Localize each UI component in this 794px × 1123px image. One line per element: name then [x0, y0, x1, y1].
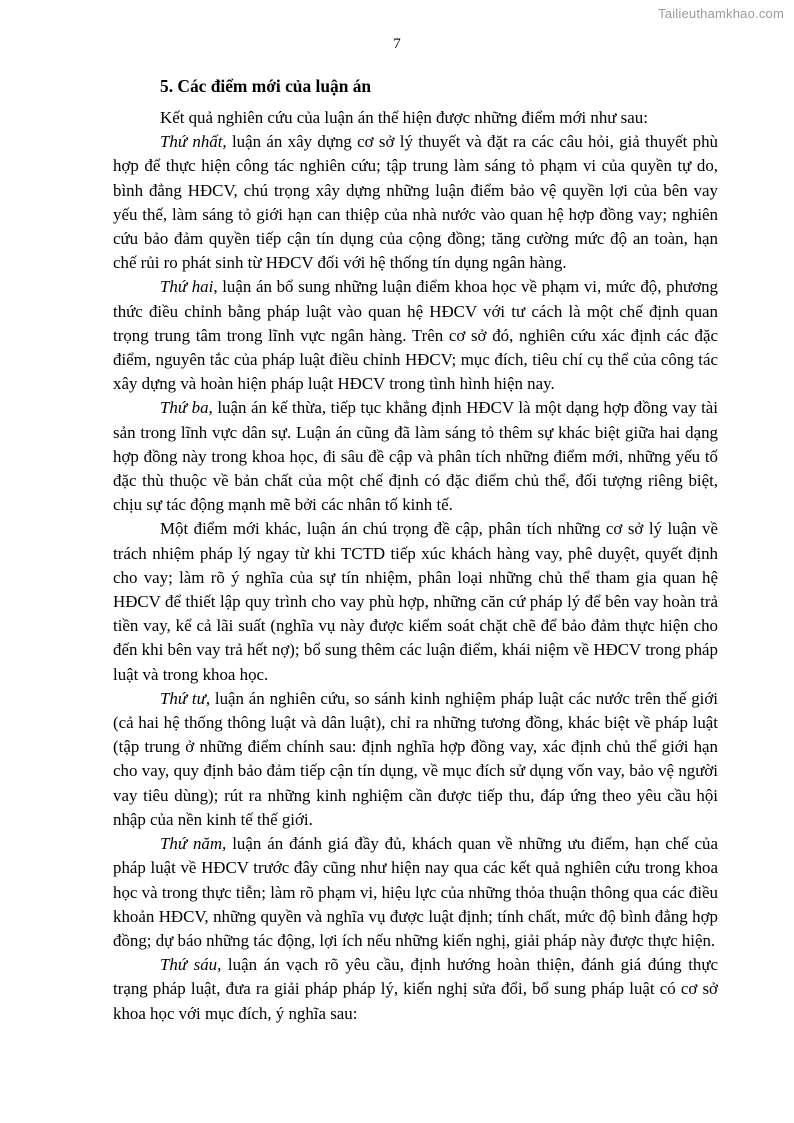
paragraph-lead: Thứ hai — [160, 277, 214, 297]
paragraph-fifth — [113, 832, 718, 953]
paragraph-text: luận án xây dựng cơ sở lý thuyết và đặt ra các câu hỏi, giả thuyết phù hợp để thực hiện công tác nghiên cứu; tập trung làm sáng tỏ phạm vi của quyền tự do, bình đẳng HĐCV, chú trọng xây dựng những luận điểm bảo vệ quyền lợi của bên vay yếu thế, làm sáng tỏ giới hạn can thiệp của nhà nước vào quan hệ hợp đồng vay; nghiên cứu bảo đảm quyền tiếp cận tín dụng của cộng đồng; tăng cường mức độ an toàn, hạn chế rủi ro phát sinh từ HĐCV đối với hệ thống tín dụng ngân hàng. — [113, 132, 718, 273]
paragraph-text: luận án kế thừa, tiếp tục khẳng định HĐCV là một dạng hợp đồng vay tài sản trong lĩnh vực dân sự. Luận án cũng đã làm sáng tỏ thêm sự khác biệt giữa hai dạng hợp đồng này trong khoa học, đi sâu đề cập và phân tích những điểm mới, những yếu tố đặc thù thuộc về bản chất của một chế định có đặc điểm chủ thể, đối tượng riêng biệt, chịu sự tác động mạnh mẽ bởi các nhân tố kinh tế. — [113, 398, 718, 515]
paragraph-other — [113, 517, 718, 686]
paragraph-lead: Thứ sáu, — [160, 955, 222, 975]
paragraph-text: , luận án nghiên cứu, so sánh kinh nghiệm pháp luật các nước trên thế giới (cả hai hệ thống thông luật và dân luật), chỉ ra những tương đồng, khác biệt về pháp luật (tập trung ở những điểm chính sau: định nghĩa hợp đồng vay, xác định chủ thể giới hạn cho vay, quy định bảo đảm tiếp cận tín dụng, về mục đích sử dụng vốn vay, bảo vệ người vay tiêu dùng); rút ra những kinh nghiệm cần được tiếp thu, đáp ứng theo yêu cầu hội nhập của nền kinh tế thế giới. — [113, 688, 718, 829]
page-number: 7 — [393, 36, 401, 52]
watermark: Tailieuthamkhao.com — [658, 6, 784, 21]
paragraph-sixth — [113, 953, 718, 1026]
document-body — [113, 72, 718, 1026]
paragraph-text: Một điểm mới khác, luận án chú trọng đề cập, phân tích những cơ sở lý luận về trách nhiệm pháp lý ngay từ khi TCTD tiếp xúc khách hàng vay, phê duyệt, quyết định cho vay; làm rõ ý nghĩa của sự tín nhiệm, phân loại những chủ thể tham gia quan hệ HĐCV để thiết lập quy trình cho vay phù hợp, những căn cứ pháp lý để bên vay hoàn trả tiền vay, kể cả lãi suất (nghĩa vụ này được kiểm soát chặt chẽ để bảo đảm thực hiện cho đến khi bên vay trả hết nợ); bổ sung thêm các luận điểm, khái niệm về HĐCV trong pháp luật và trong khoa học. — [113, 519, 718, 684]
paragraph-lead: Thứ năm, — [160, 834, 227, 854]
paragraph-second — [113, 275, 718, 396]
paragraph-text: luận án đánh giá đầy đủ, khách quan về những ưu điểm, hạn chế của pháp luật về HĐCV trước đây cũng như hiện nay qua các kết quả nghiên cứu trong khoa học và trong thực tiễn; làm rõ phạm vi, hiệu lực của những thỏa thuận thông qua các điều khoản HĐCV, những quyền và nghĩa vụ được luật định; tính chất, mức độ bình đẳng hợp đồng; dự báo những tác động, lợi ích nếu những kiến nghị, giải pháp này được thực hiện. — [113, 834, 719, 950]
paragraph-lead: Thứ ba, — [160, 398, 213, 418]
paragraph-first — [113, 130, 718, 275]
paragraph-text: Kết quả nghiên cứu của luận án thể hiện được những điểm mới như sau: — [160, 108, 648, 127]
section-heading: 5. Các điểm mới của luận án — [160, 76, 372, 96]
paragraph-text: luận án vạch rõ yêu cầu, định hướng hoàn thiện, đánh giá đúng thực trạng pháp luật, đưa ra giải pháp pháp lý, kiến nghị sửa đổi, bổ sung pháp luật có cơ sở khoa học với mục đích, ý nghĩa sau: — [113, 955, 718, 1023]
paragraph-fourth — [113, 687, 718, 832]
paragraph-intro — [113, 106, 718, 130]
paragraph-lead: Thứ nhất, — [160, 132, 227, 152]
paragraph-lead: Thứ tư — [160, 688, 206, 708]
paragraph-text: , luận án bổ sung những luận điểm khoa học về phạm vi, mức độ, phương thức điều chỉnh bằng pháp luật vào quan hệ HĐCV với tư cách là một chế định quan trọng trung tâm trong lĩnh vực ngân hàng. Trên cơ sở đó, nghiên cứu xác định các đặc điểm, nguyên tắc của pháp luật điều chỉnh HĐCV; mục đích, tiêu chí cụ thể của công tác xây dựng và hoàn hiện pháp luật HĐCV trong tình hình hiện nay. — [113, 277, 718, 394]
paragraph-third — [113, 396, 718, 517]
